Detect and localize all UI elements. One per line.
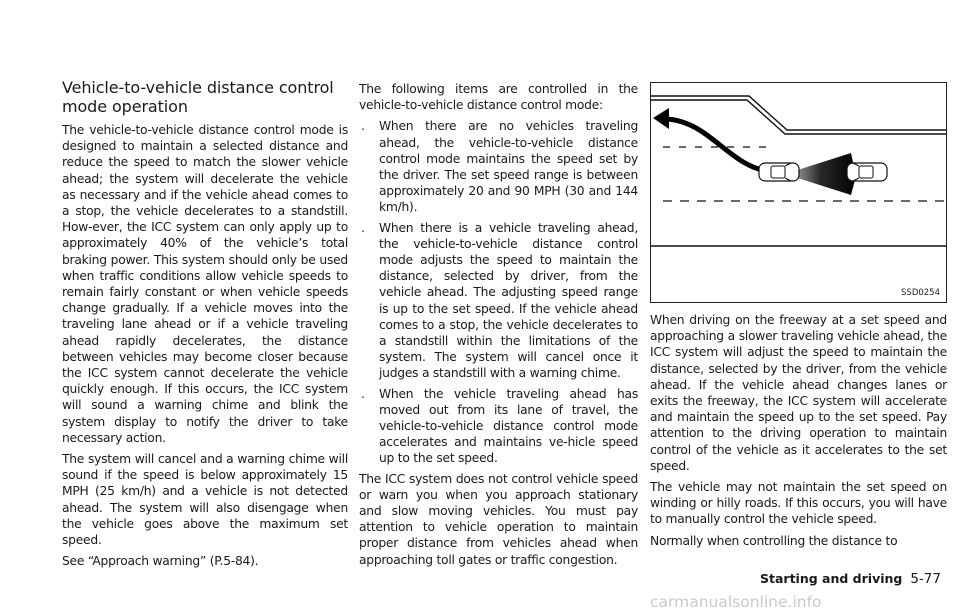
column-middle (359, 81, 638, 573)
page-footer (760, 571, 941, 587)
road-diagram (651, 83, 946, 302)
lane-change-illustration (650, 82, 947, 303)
vehicle-ahead (759, 163, 799, 181)
paragraph-controlled-items-intro: The following items are controlled in the vehicle-to-vehicle distance control mode: (359, 82, 638, 113)
own-vehicle (847, 163, 887, 181)
paragraph-mode-description: The vehicle-to-vehicle distance control mode is designed to maintain a selected distance and reduce the speed to match the slower vehicle ahead; the system will decelerate the vehicle as necessary and if the vehicle ahead comes to a stop, the vehicle decelerates to a standstill. How-ever, the ICC system can only apply up to approximately 40% of the vehicle’s total braking power. This system should only be used when traffic conditions allow vehicle speeds to remain fairly constant or when vehicle speeds change gradually. If a vehicle moves into the traveling lane ahead or if a vehicle traveling ahead rapidly decelerates, the distance between vehicles may become closer because the ICC system cannot decelerate the vehicle quickly enough. If this occurs, the ICC system will sound a warning chime and blink the system display to notify the driver to take necessary action. (62, 123, 348, 445)
path-arrowhead (653, 108, 669, 129)
watermark-text: carmanualsonline.info (650, 593, 822, 611)
column-right (650, 82, 947, 554)
paragraph-see-reference: See “Approach warning” (P.5-84). (62, 554, 259, 569)
bullet: . (361, 386, 365, 401)
paragraph-winding-roads: The vehicle may not maintain the set speed on winding or hilly roads. If this occurs, you will have to manually control the vehicle speed. (650, 480, 947, 527)
section-heading: Vehicle-to-vehicle distance control mode operation (62, 78, 334, 116)
list-item: . When there is a vehicle traveling ahead, the vehicle-to-vehicle distance control mode adjusts the speed to maintain the distance, selected by driver, from the vehicle ahead. The adjusting speed range is up to the set speed. If the vehicle ahead comes to a stop, the vehicle decelerates to a standstill within the limitations of the system. The system will cancel once it judges a standstill with a warning chime. (361, 220, 638, 381)
bullet: . (361, 220, 365, 235)
list-item: . When there are no vehicles traveling ahead, the vehicle-to-vehicle distance control mode maintains the speed set by the driver. The set speed range is between approximately 20 and 90 MPH (30 and 144 km/h). (361, 119, 638, 215)
list-item: . When the vehicle traveling ahead has moved out from its lane of travel, the vehicle-to-vehicle distance control mode accelerates and maintains ve-hicle speed up to the set speed. (361, 386, 638, 466)
lane-change-path (665, 119, 769, 171)
paragraph-cancel-conditions: The system will cancel and a warning chime will sound if the speed is below approximately 15 MPH (25 km/h) and a vehicle is not detected ahead. The system will also disengage when the vehicle goes above the maximum set speed. (62, 452, 348, 548)
section-name: Starting and driving (760, 571, 903, 586)
paragraph-continued: Normally when controlling the distance to (650, 533, 898, 548)
page-number: 5-77 (910, 571, 941, 587)
paragraph-stationary-warning: The ICC system does not control vehicle speed or warn you when you approach stationary and slow moving vehicles. You must pay attention to vehicle operation to maintain proper distance from vehicles ahead when approaching toll gates or traffic congestion. (359, 471, 638, 567)
figure-code: SSD0254 (901, 288, 940, 298)
controlled-items-list (359, 118, 638, 466)
column-left (62, 78, 348, 574)
paragraph-freeway-driving: When driving on the freeway at a set speed and approaching a slower traveling vehicle ahead, the ICC system will adjust the speed to maintain the distance, selected by the driver, from the vehicle ahead. If the vehicle ahead changes lanes or exits the freeway, the ICC system will accelerate and maintain the speed up to the set speed. Pay attention to the driving operation to maintain control of the vehicle as it accelerates to the set speed. (650, 313, 947, 473)
bullet: . (361, 119, 365, 134)
